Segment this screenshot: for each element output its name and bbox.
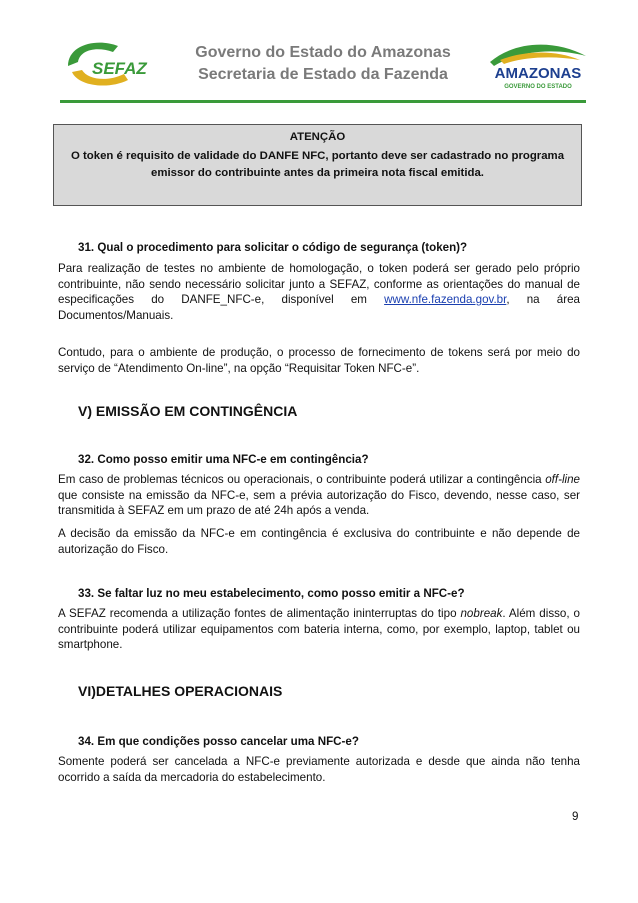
header-secretariat: Secretaria de Estado da Fazenda <box>198 66 448 83</box>
header-title <box>168 42 478 86</box>
q31-p1-text: Para realização de testes no ambiente de homologação, o token poderá ser gerado pelo próprio contribuinte, não sendo necessário solicitar junto a SEFAZ, conforme as orientações do manual de especificações do DANFE_NFC-e, disponível em <box>58 262 580 307</box>
question-32-title: 32. Como posso emitir uma NFC-e em contingência? <box>78 453 369 466</box>
nfe-fazenda-link[interactable]: www.nfe.fazenda.gov.br <box>384 293 507 307</box>
section-5-title: V) EMISSÃO EM CONTINGÊNCIA <box>78 403 298 419</box>
question-33-title: 33. Se faltar luz no meu estabelecimento, como posso emitir a NFC-e? <box>78 587 465 600</box>
amazonas-logo <box>486 38 590 92</box>
q32-p1-text: Em caso de problemas técnicos ou operacionais, o contribuinte poderá utilizar a contingência <box>58 473 546 486</box>
sefaz-logo-text: SEFAZ <box>92 59 147 78</box>
amazonas-logo-subtext: GOVERNO DO ESTADO <box>504 84 572 90</box>
sefaz-logo <box>58 36 158 92</box>
question-34-title: 34. Em que condições posso cancelar uma NFC-e? <box>78 735 359 748</box>
attention-notice-box <box>53 124 582 206</box>
header-divider <box>60 100 586 103</box>
q31-p1-tail: , na área Documentos/Manuais. <box>58 293 580 322</box>
question-31-answer-p2: Contudo, para o ambiente de produção, o processo de fornecimento de tokens será por meio do serviço de “Atendimento On-line”, na opção “Requisitar Token NFC-e”. <box>58 346 580 375</box>
q33-p1-tail: . Além disso, o contribuinte poderá utilizar equipamentos com bateria interna, como, por exemplo, laptop, tablet ou smartphone. <box>58 607 580 652</box>
notice-title: ATENÇÃO <box>289 131 346 143</box>
q32-p1-italic: off-line <box>545 473 580 486</box>
question-32-answer-p1 <box>58 472 580 519</box>
page-number: 9 <box>572 810 579 823</box>
header-government: Governo do Estado do Amazonas <box>195 44 451 61</box>
section-6-title: VI)DETALHES OPERACIONAIS <box>78 683 283 699</box>
question-31-answer-p1 <box>58 261 580 323</box>
amazonas-logo-text: AMAZONAS <box>494 65 582 82</box>
question-31-title: 31. Qual o procedimento para solicitar o código de segurança (token)? <box>78 241 468 254</box>
question-32-answer-p2: A decisão da emissão da NFC-e em contingência é exclusiva do contribuinte e não depende de autorização do Fisco. <box>58 527 580 556</box>
q33-p1-italic: nobreak <box>460 607 503 620</box>
notice-body: O token é requisito de validade do DANFE NFC, portanto deve ser cadastrado no programa emissor do contribuinte antes da primeira nota fiscal emitida. <box>70 150 565 179</box>
question-34-answer-p1: Somente poderá ser cancelada a NFC-e previamente autorizada e desde que ainda não tenha ocorrido a saída da mercadoria do estabelecimento. <box>58 755 580 784</box>
question-33-answer-p1 <box>58 606 580 653</box>
q32-p1-tail: que consiste na emissão da NFC-e, sem a prévia autorização do Fisco, devendo, nesse caso, ser transmitida à SEFAZ em um prazo de até 24h após a venda. <box>58 488 580 518</box>
q33-p1-text: A SEFAZ recomenda a utilização fontes de alimentação ininterruptas do tipo <box>58 607 461 620</box>
